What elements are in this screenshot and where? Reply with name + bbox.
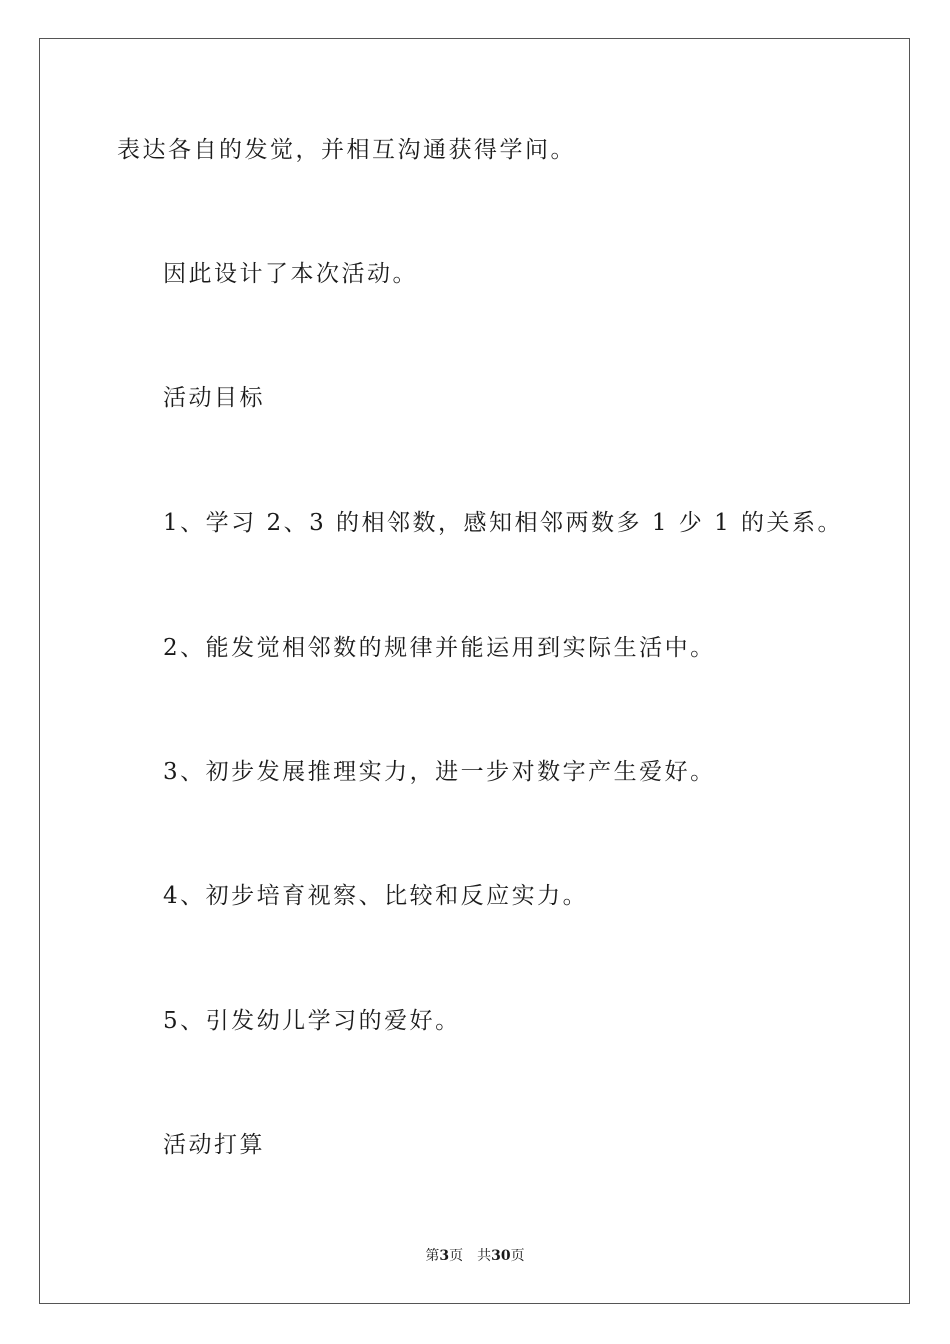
paragraph-design-note: 因此设计了本次活动。 — [163, 261, 418, 287]
paragraph-continuation: 表达各自的发觉，并相互沟通获得学问。 — [117, 137, 576, 163]
section-heading-preparation: 活动打算 — [163, 1132, 265, 1158]
goal-item-3: 3、初步发展推理实力，进一步对数字产生爱好。 — [163, 759, 716, 785]
section-heading-goals: 活动目标 — [163, 385, 265, 411]
footer-page-suffix: 页 — [449, 1248, 464, 1264]
footer-page-number: 3 — [439, 1248, 450, 1264]
page-frame — [39, 38, 910, 1304]
goal-item-5: 5、引发幼儿学习的爱好。 — [163, 1008, 461, 1034]
footer-total-suffix: 页 — [510, 1248, 525, 1264]
footer-page-prefix: 第 — [425, 1248, 440, 1264]
goal-item-4: 4、初步培育视察、比较和反应实力。 — [163, 883, 589, 909]
goal-item-2: 2、能发觉相邻数的规律并能运用到实际生活中。 — [163, 635, 716, 661]
page-footer — [0, 1249, 950, 1263]
goal-item-1: 1、学习 2、3 的相邻数，感知相邻两数多 1 少 1 的关系。 — [163, 510, 844, 536]
footer-total-prefix: 共 — [477, 1248, 492, 1264]
footer-total-pages: 30 — [491, 1248, 511, 1264]
